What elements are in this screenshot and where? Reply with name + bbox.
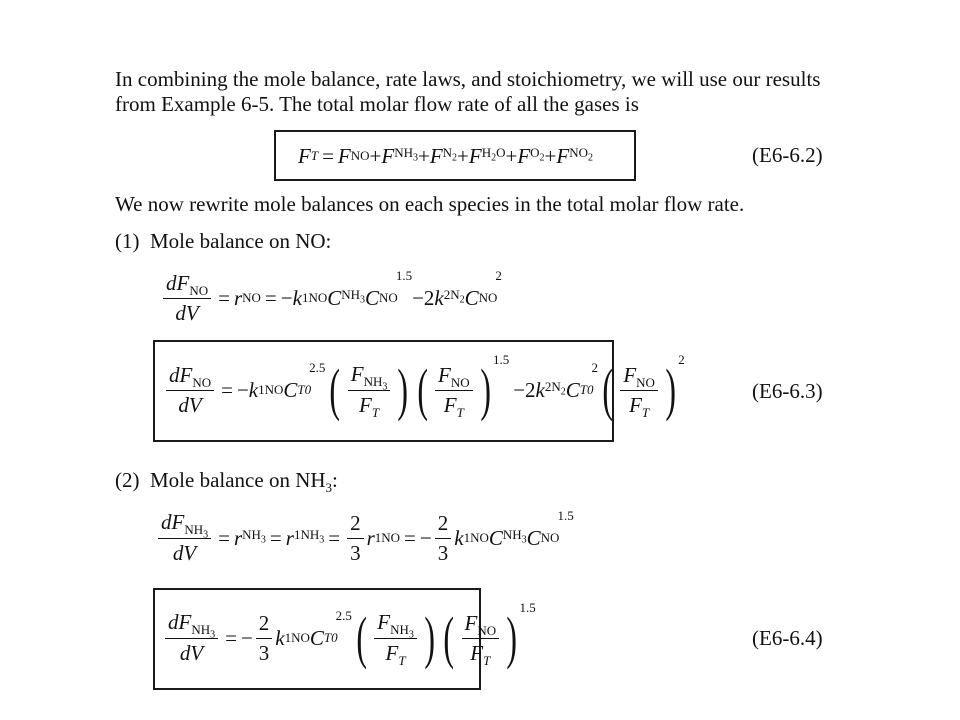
bleed-through-text bbox=[640, 80, 760, 170]
equation-mole-balance-nh3: $\frac{dF_{NH_3}}{dV}$ = r $NH_3$ = r $1NH_3$ = $\frac{2}{3}$ r 1NO = − $\frac{2}{3}$ k 1NO C $NH_3$ C NO 1.5 bbox=[155, 508, 574, 568]
paragraph-rewrite: We now rewrite mole balances on each species in the total molar flow rate. bbox=[115, 192, 745, 216]
intro-line-1: In combining the mole balance, rate laws, and stoichiometry, we will use our results bbox=[115, 67, 821, 91]
equation-label-e6-6-2: (E6-6.2) bbox=[752, 143, 823, 167]
section-1-heading bbox=[115, 229, 331, 253]
equation-label-e6-6-4: (E6-6.4) bbox=[752, 626, 823, 650]
equation-e6-6-3: $\frac{dF_{NO}}{dV}$ = − k 1NO C T0 2.5 ( $\frac{F_{NH_3}}{F_T}$ ) ( $\frac{F_{NO}}{F_T}$ ) 1.5 −2 k $2N_2$ C T0 2 ( $\frac{F_{NO}}{F_T}$ ) 2 bbox=[163, 350, 685, 430]
equation-mole-balance-no: $\frac{dF_{NO}}{dV}$ = r NO = − k 1NO C $NH_3$ C NO 1.5 −2 k $2N_2$ C NO 2 bbox=[160, 268, 502, 328]
equation-label-e6-6-3: (E6-6.3) bbox=[752, 379, 823, 403]
section-1-number: (1) bbox=[115, 229, 140, 253]
section-2-title-suffix: : bbox=[332, 468, 338, 492]
section-2-title: Mole balance on NH bbox=[150, 468, 326, 492]
section-2-heading bbox=[115, 468, 338, 496]
equation-e6-6-4: $\frac{dF_{NH_3}}{dV}$ = − $\frac{2}{3}$ k 1NO C T0 2.5 ( $\frac{F_{NH_3}}{F_T}$ ) ( $\frac{F_{NO}}{F_T}$ ) 1.5 bbox=[162, 598, 536, 678]
section-2-number: (2) bbox=[115, 468, 140, 492]
intro-line-2: from Example 6-5. The total molar flow rate of all the gases is bbox=[115, 92, 639, 116]
section-1-title: Mole balance on NO: bbox=[150, 229, 332, 253]
equation-e6-6-2: F T = F NO + F $NH_3$ + F $N_2$ + F $H_2O$ + F $O_2$ + F $NO_2$ bbox=[298, 143, 593, 168]
section-2-title-subscript: 3 bbox=[325, 480, 333, 496]
